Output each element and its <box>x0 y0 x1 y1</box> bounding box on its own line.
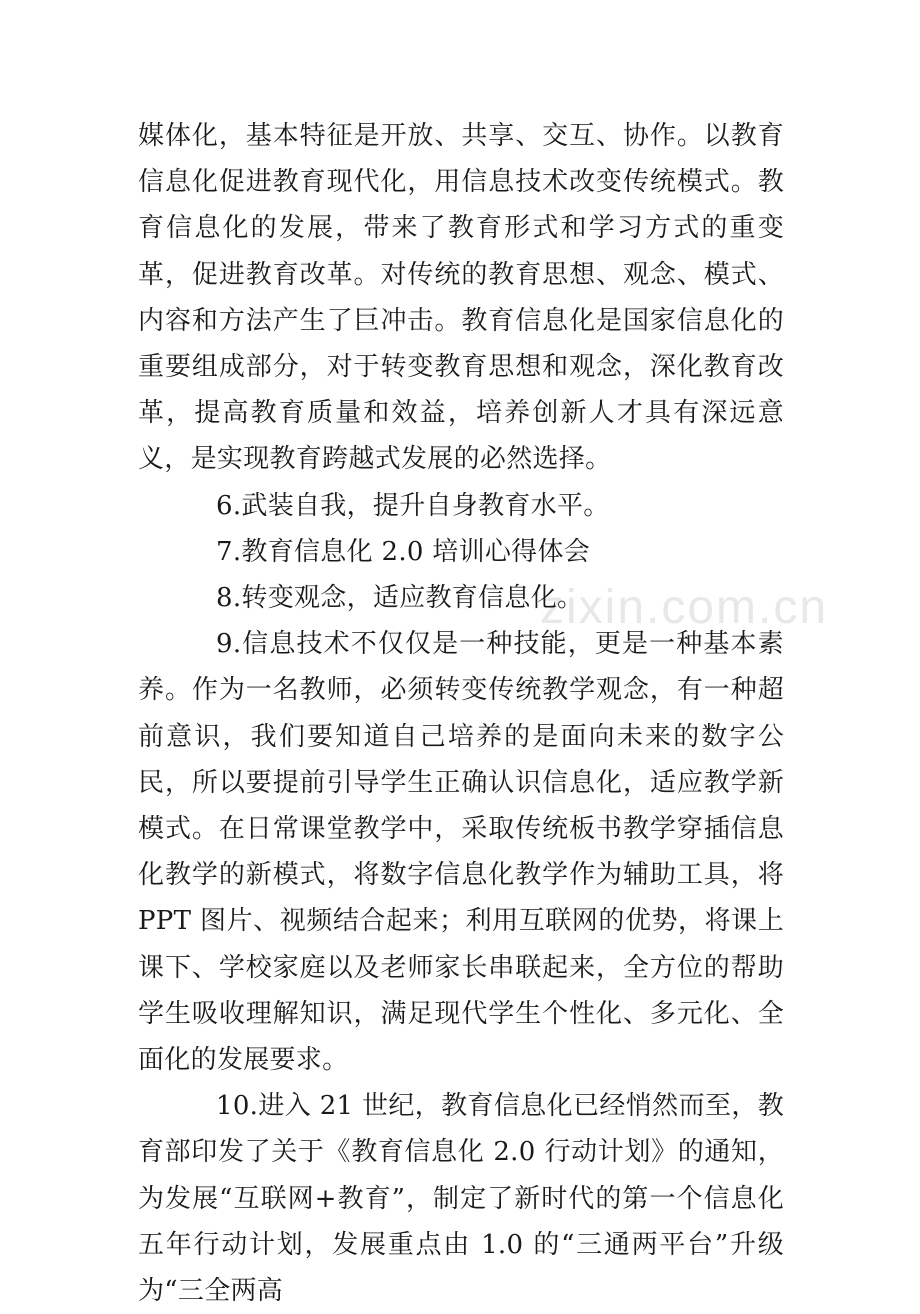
paragraph-item-7: 7.教育信息化 2.0 培训心得体会 <box>216 536 591 567</box>
paragraph-item-10: 10.进入 21 世纪，教育信息化已经悄然而至，教育部印发了关于《教育信息化 2.0 行动计划》的通知，为发展“互联网+教育”，制定了新时代的第一个信息化五年行动计划，发展重点由 1.0 的“三通两平台”升级为“三全两高 <box>138 1091 784 1307</box>
paragraph-continuation: 媒体化，基本特征是开放、共享、交互、协作。以教育信息化促进教育现代化，用信息技术改变传统模式。教育信息化的发展，带来了教育形式和学习方式的重变革，促进教育改革。对传统的教育思想、观念、模式、内容和方法产生了巨冲击。教育信息化是国家信息化的重要组成部分，对于转变教育思想和观念，深化教育改革，提高教育质量和效益，培养创新人才具有深远意义，是实现教育跨越式发展的必然选择。 <box>138 121 784 475</box>
paragraph-item-8: 8.转变观念，适应教育信息化。 <box>216 583 584 614</box>
paragraph-item-6: 6.武装自我，提升自身教育水平。 <box>216 490 610 521</box>
document-body <box>138 113 784 1314</box>
watermark: zixin.com.cn <box>540 581 829 634</box>
paragraph-item-9: 9.信息技术不仅仅是一种技能，更是一种基本素养。作为一名教师，必须转变传统教学观念，有一种超前意识，我们要知道自己培养的是面向未来的数字公民，所以要提前引导学生正确认识信息化，适应教学新模式。在日常课堂教学中，采取传统板书教学穿插信息化教学的新模式，将数字信息化教学作为辅助工具，将 PPT 图片、视频结合起来；利用互联网的优势，将课上课下、学校家庭以及老师家长串联起来，全方位的帮助学生吸收理解知识，满足现代学生个性化、多元化、全面化的发展要求。 <box>138 629 784 1076</box>
